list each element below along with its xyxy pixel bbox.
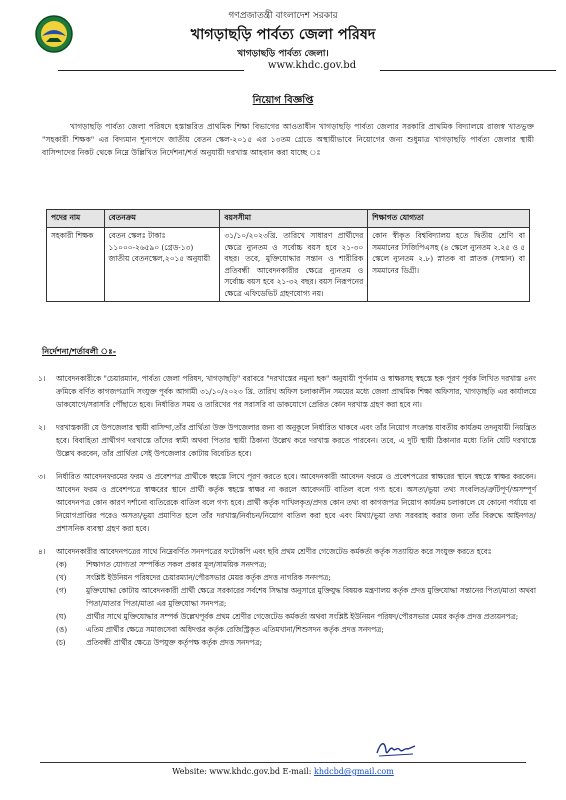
website-link[interactable]: www.khdc.gov.bd — [267, 60, 357, 71]
sub-item-text: প্রতিবন্ধী প্রার্থীর ক্ষেত্রে উপযুক্ত কর্তৃপক্ষ কর্তৃক প্রদত্ত সনদপত্র; — [86, 638, 263, 647]
website-rule-left — [58, 70, 244, 71]
sub-item — [56, 623, 536, 636]
sub-item-text: এতিম প্রার্থীর ক্ষেত্রে সমাজসেবা অধিদপ্তর কর্তৃক রেজিস্ট্রিকৃত এতিমখানা/শিশুসদন কর্তৃক প্রদত্ত সনদপত্র; — [86, 625, 384, 634]
intro-paragraph: খাগড়াছড়ি পার্বত্য জেলা পরিষদে হস্তান্তরিত প্রাথমিক শিক্ষা বিভাগের আওতাধীন খাগড়াছড়ি পার্বত্য জেলার সরকারি প্রাথমিক বিদ্যালয়ে রাজস্ব খাতভুক্ত "সহকারী শিক্ষক" এর বিদ্যমান শূন্যপদে জাতীয় বেতন স্কেল-২০১৫ এর ১৩তম গ্রেডে অস্থায়ীভাবে নিয়োগের জন্য শুধুমাত্র খাগড়াছড়ি পার্বত্য জেলার স্থায়ী বাসিন্দাদের নিকট থেকে নিম্নে উল্লিখিত নির্দেশনা/শর্ত অনুযায়ী দরখাস্ত আহবান করা যাচ্ছে ঃ — [42, 122, 534, 157]
table-row — [47, 228, 530, 302]
cell-salary: বেতন স্কেলঃ টাকাঃ ১১০০০-২৬৫৯০ (গ্রেড-১৩) জাতীয় বেতনস্কেল,২০১৫ অনুযায়ী — [104, 228, 220, 302]
item-text: আবেদনকারীকে "চেয়ারম্যান, পার্বত্য জেলা পরিষদ, খাগড়াছড়ি" বরাবরে "দরখাস্তের নমুনা ছক" অনুযায়ী পূর্ণনাম ও স্বাক্ষরসহ স্বহস্তে ছক পূরণ পূর্বক লিখিত দরখাস্ত ৪নং ক্রমিকে বর্ণিত কাগজপত্রাদি সংযুক্ত পূর্বক আগামী ৩১/১০/২০২৩ খ্রি. তারিখ অফিস চলাকালীন সময়ের মধ্যে জেলা প্রাথমিক শিক্ষা অফিসার, খাগড়াছড়ি এর কার্যালয়ে ডাকযোগে/সরাসরি পৌঁছাতে হবে। নির্ধারিত সময় ও তারিখের পর সরাসরি বা ডাকযোগে প্রেরিত কোন দরখাস্ত গ্রহণ করা হবে না। — [56, 374, 536, 409]
cell-post: সহকারী শিক্ষক — [47, 228, 105, 302]
sub-item — [56, 571, 536, 584]
footer-website: Website: www.khdc.gov.bd E-mail: — [172, 767, 312, 776]
sub-item — [56, 610, 536, 623]
government-name: গণপ্রজাতন্ত্রী বাংলাদেশ সরকার — [228, 11, 338, 21]
sub-item — [56, 558, 536, 571]
header-qualification: শিক্ষাগত যোগ্যতা — [368, 210, 530, 228]
sub-item-label: (গ) — [56, 586, 67, 595]
job-table — [46, 209, 530, 302]
list-item — [36, 372, 536, 411]
sub-item-text: প্রার্থীর সাথে মুক্তিযোদ্ধার সম্পর্ক উল্লেখপূর্বক প্রথম শ্রেণীর গেজেটেড কর্মকর্তা অথবা সংশ্লিষ্ট ইউনিয়ন পরিষদ/পৌরসভার মেয়র কর্তৃক প্রদত্ত প্রত্যয়নপত্র; — [86, 612, 519, 621]
signature-image — [375, 737, 417, 759]
item-number: ৩। — [38, 472, 46, 481]
sub-item-label: (চ) — [56, 638, 66, 647]
sub-item-text: শিক্ষাগত যোগ্যতা সম্পর্কিত সকল প্রকার মূল/সাময়িক সনদপত্র; — [86, 560, 267, 569]
website-line — [30, 60, 550, 74]
footer-rule — [40, 762, 526, 763]
district-name: খাগড়াছড়ি পার্বত্য জেলা। — [237, 49, 329, 59]
item-number: ১। — [38, 374, 46, 383]
cell-qualification: কোন স্বীকৃত বিশ্ববিদ্যালয় হতে দ্বিতীয় শ্রেণি বা সমমানের সিজিপিএসহ (৪ স্কেলে ন্যুনতম ২.২৫ ও ৫ স্কেলে ন্যুনতম ২.৮) স্নাতক বা স্নাতক (সম্মান) বা সমমানের ডিগ্রী। — [368, 228, 530, 302]
footer-email-link[interactable]: khdcbd@gmail.com — [313, 767, 394, 776]
header-post: পদের নাম — [47, 210, 105, 228]
sub-item — [56, 636, 536, 649]
notice-title — [0, 93, 566, 110]
sub-item-text: সংশ্লিষ্ট ইউনিয়ন পরিষদের চেয়ারম্যান/পৌরসভার মেয়র কর্তৃক প্রদত্ত নাগরিক সনদপত্র; — [86, 573, 331, 582]
cell-age: ৩১/১০/২০২৩খ্রি. তারিখে সাধারণ প্রার্থীদের ক্ষেত্রে ন্যুনতম ও সর্বোচ্চ বয়স হবে ২১-৩০ বছর। তবে, মুক্তিযোদ্ধার সন্তান ও শারীরিক প্রতিবন্ধী আবেদনকারীর ক্ষেত্রে ন্যুনতম ও সর্বোচ্চ বয়স হবে ২১-৩২ বছর। বয়স নিরূপনের ক্ষেত্রে এফিডেভিট গ্রহণযোগ্য নয়। — [220, 228, 368, 302]
item-text: আবেদনকারীর আবেদনপত্রের সাথে নিম্নেবর্ণিত সনদপত্রের ফটোকপি এবং ছবি প্রথম শ্রেণীর গেজেটেড কর্মকর্তা কর্তৃক সত্যায়িত করে সংযুক্ত করতে হবেঃ — [56, 547, 492, 556]
item-text: দরখাস্তকারী যে উপজেলার স্থায়ী বাসিন্দা,তাঁর প্রার্থিতা উক্ত উপজেলার জন্য বা অনুকূলে নির্ধারিত থাকবে এবং তাঁর নিয়োগ সংক্রান্ত যাবতীয় কার্যক্রম তদনুযায়ী নিয়ন্ত্রিত হবে। বিবাহিতা প্রার্থীগণ দরখাস্তে তাঁদের স্বামী অথবা পিতার স্থায়ী ঠিকানা উল্লেখ করে দরখাস্ত করতে পারবেন। তবে, এ দুটি স্থায়ী ঠিকানার মধ্যে তিনি যেটি দরখাস্তে উল্লেখ করবেন, তাঁর প্রার্থিতা সেই উপজেলার কোটায় বিবেচিত হবে। — [56, 423, 536, 458]
list-item — [36, 421, 536, 460]
footer — [0, 767, 566, 776]
council-name: খাগড়াছড়ি পার্বত্য জেলা পরিষদ — [190, 26, 376, 43]
item-text: নির্ধারিত আবেদনফরমের ফরম ও প্রবেশপত্র প্রার্থীকে স্বহস্তে লিখে পূরণ করতে হবে। আবেদনকারী আবেদন ফরমে ও প্রবেশপত্রের স্বাক্ষরের স্থানে স্বহস্তে স্বাক্ষর করবেন। আবেদন ফরম ও প্রবেশপত্রে স্বাক্ষরের স্থানে প্রার্থী কর্তৃক স্বহস্তে স্বাক্ষর না করলে আবেদনটি বাতিল বলে গণ্য হবে। অসত্য/ভুয়া তথ্য সংবলিত/ত্রুটিপূর্ণ/অসম্পূর্ণ আবেদনপত্র কোন কারণ দর্শানো ব্যতিরেকে বাতিল বলে গণ্য হবে। প্রার্থী কর্তৃক দাখিলকৃত/প্রদত্ত কোন তথ্য বা কাগজপত্র নিয়োগ কার্যক্রম চলাকালে যে কোনো পর্যায়ে বা নিয়োগপ্রাপ্তির পরেও অসত্য/ভুয়া প্রমাণিত হলে তাঁর দরখাস্ত/নির্বাচন/নিয়োগ বাতিল করা হবে এবং মিথ্যা/ভুয়া তথ্য সরবরাহ করার জন্য তাঁর বিরুদ্ধে আইনগত/প্রশাসনিক ব্যবস্থা গ্রহণ করা হবে। — [56, 472, 536, 533]
item-number: ২। — [38, 423, 46, 432]
sub-item-label: (ক) — [56, 560, 67, 569]
item-number: ৪। — [38, 547, 46, 556]
list-item — [36, 545, 536, 649]
instructions-title: নির্দেশনা/শর্তাবলী ঃ- — [42, 346, 116, 356]
sub-item-label: (ঙ) — [56, 625, 68, 634]
list-item — [36, 470, 536, 535]
sub-item-label: (খ) — [56, 573, 67, 582]
header-age: বয়সসীমা — [220, 210, 368, 228]
notice-title-text: নিয়োগ বিজ্ঞপ্তি — [252, 95, 314, 106]
website-rule-right — [380, 70, 556, 71]
instructions-list — [36, 372, 536, 649]
sub-item-text: মুক্তিযোদ্ধা কোটায় আবেদনকারী প্রার্থী ক্ষেত্রে সরকারের সর্বশেষ সিদ্ধান্ত অনুসারে মুক্তিযুদ্ধ বিষয়ক মন্ত্রণালয় কর্তৃক প্রদত্ত মুক্তিযোদ্ধা সন্তানের পিতা/মাতা অথবা পিতা/মাতার পিতা/মাতা এর মুক্তিযোদ্ধা সনদপত্র; — [86, 586, 536, 608]
header-salary: বেতনক্রম — [104, 210, 220, 228]
table-header-row — [47, 210, 530, 228]
sub-item-label: (ঘ) — [56, 612, 67, 621]
sub-item — [56, 584, 536, 610]
